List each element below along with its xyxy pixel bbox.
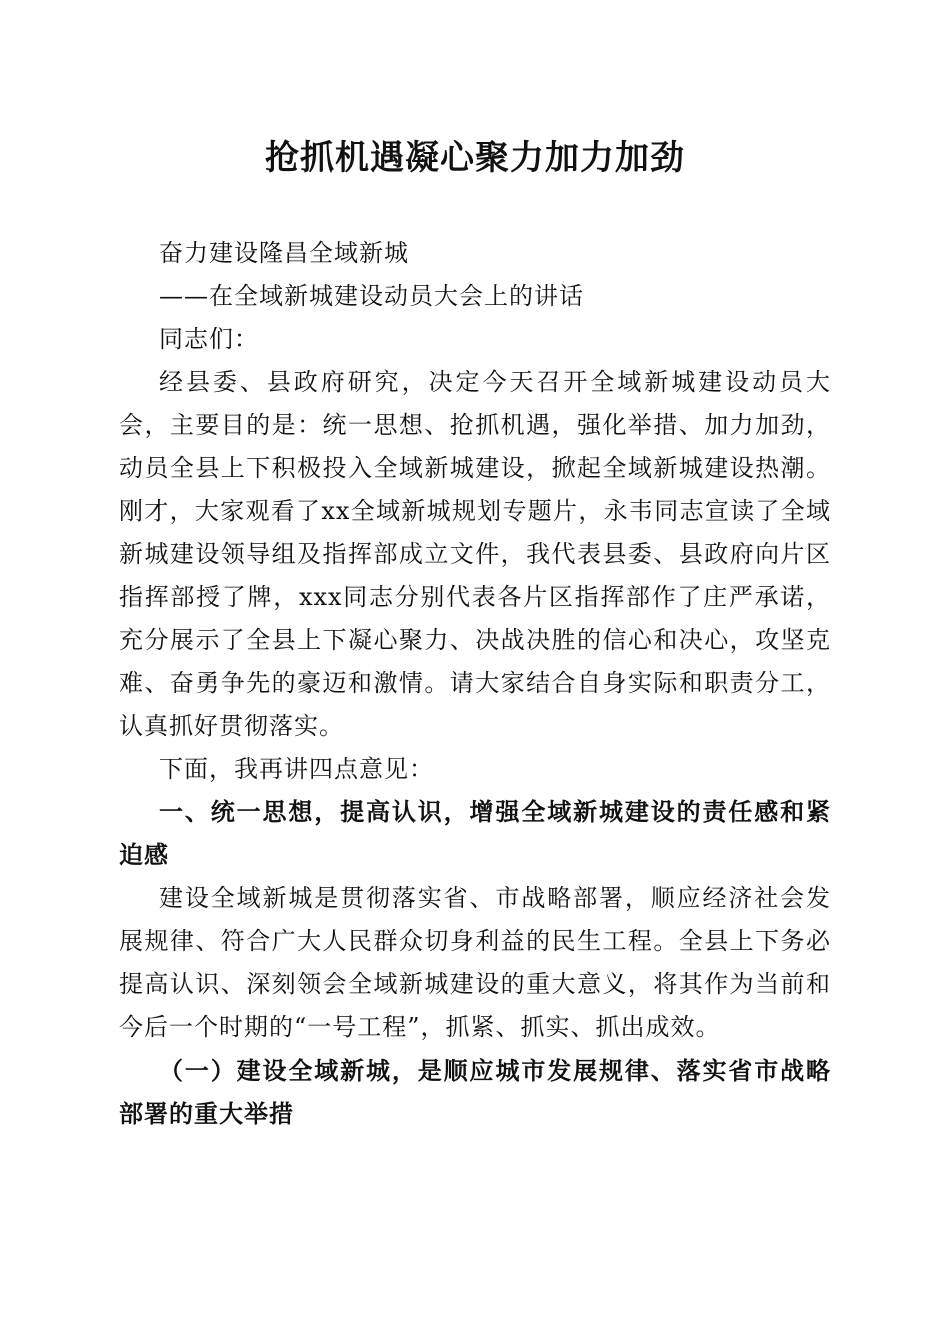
- section-1-heading: 一、统一思想，提高认识，增强全域新城建设的责任感和紧迫感: [119, 798, 831, 869]
- subtitle-line-2: ——在全域新城建设动员大会上的讲话: [159, 282, 584, 310]
- document-title: 抢抓机遇凝心聚力加力加劲: [265, 138, 685, 178]
- section-1-subheading-1: （一）建设全域新城，是顺应城市发展规律、落实省市战略部署的重大举措: [119, 1056, 831, 1128]
- section-1-paragraph: 建设全域新城是贯彻落实省、市战略部署，顺应经济社会发展规律、符合广大人民群众切身利益的民生工程。全县上下务必提高认识、深刻领会全域新城建设的重大意义，将其作为当前和今后一个时期的“一号工程”，抓紧、抓实、抓出成效。: [119, 884, 831, 1041]
- intro-paragraph: 经县委、县政府研究，决定今天召开全域新城建设动员大会，主要目的是：统一思想、抢抓机遇，强化举措、加力加劲，动员全县上下积极投入全域新城建设，掀起全域新城建设热潮。刚才，大家观看了xx全域新城规划专题片，永韦同志宣读了全域新城建设领导组及指挥部成立文件，我代表县委、县政府向片区指挥部授了牌，xxx同志分别代表各片区指挥部作了庄严承诺，充分展示了全县上下凝心聚力、决战决胜的信心和决心，攻坚克难、奋勇争先的豪迈和激情。请大家结合自身实际和职责分工，认真抓好贯彻落实。: [119, 368, 831, 740]
- salutation: 同志们：: [159, 325, 259, 353]
- transition-paragraph: 下面，我再讲四点意见：: [159, 755, 434, 783]
- subtitle-line-1: 奋力建设隆昌全域新城: [159, 239, 409, 267]
- document-body: [119, 232, 831, 1135]
